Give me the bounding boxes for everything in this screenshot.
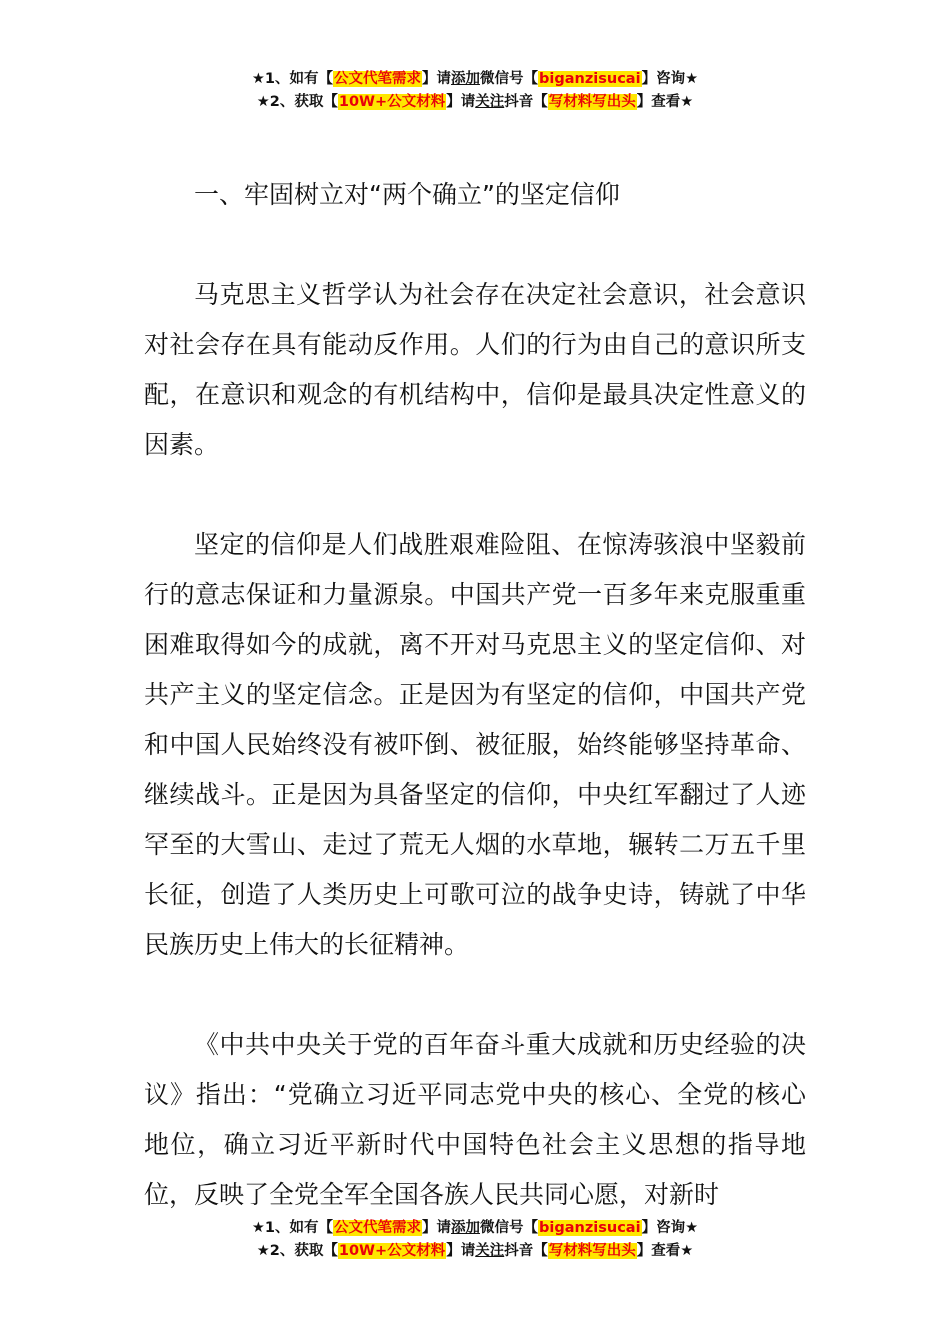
- footer-banner: [0, 1217, 950, 1263]
- banner-highlight: 写材料写出头: [548, 1243, 636, 1259]
- banner-highlight: 写材料写出头: [548, 94, 636, 110]
- banner-text: 微信号【: [480, 71, 539, 87]
- banner-text: 】请: [422, 71, 452, 87]
- banner-highlight: 10W+公文材料: [338, 94, 446, 110]
- banner-text: 】请: [446, 1243, 476, 1259]
- banner-highlight: 公文代笔需求: [334, 1220, 422, 1236]
- banner-text: 】请: [446, 94, 476, 110]
- banner-text: 抖音【: [504, 1243, 548, 1259]
- banner-text: ★1、如有【: [251, 1220, 334, 1236]
- banner-line-1: [0, 68, 950, 91]
- paragraph: 坚定的信仰是人们战胜艰难险阻、在惊涛骇浪中坚毅前行的意志保证和力量源泉。中国共产党一百多年来克服重重困难取得如今的成就，离不开对马克思主义的坚定信仰、对共产主义的坚定信念。正是因为有坚定的信仰，中国共产党和中国人民始终没有被吓倒、被征服，始终能够坚持革命、继续战斗。正是因为具备坚定的信仰，中央红军翻过了人迹罕至的大雪山、走过了荒无人烟的水草地，辗转二万五千里长征，创造了人类历史上可歌可泣的战争史诗，铸就了中华民族历史上伟大的长征精神。: [144, 530, 806, 959]
- document-body: [144, 170, 806, 1220]
- header-banner: [0, 68, 950, 114]
- banner-text: 】查看★: [636, 94, 694, 110]
- banner-highlight: 公文代笔需求: [334, 71, 422, 87]
- banner-highlight: biganzisucai: [539, 71, 641, 87]
- banner-highlight: 10W+公文材料: [338, 1243, 446, 1259]
- paragraph: 马克思主义哲学认为社会存在决定社会意识，社会意识对社会存在具有能动反作用。人们的行为由自己的意识所支配，在意识和观念的有机结构中，信仰是最具决定性意义的因素。: [144, 280, 806, 459]
- banner-text: 抖音【: [504, 94, 548, 110]
- banner-underlined: 关注: [475, 94, 505, 110]
- banner-text: ★2、获取【: [256, 1243, 338, 1259]
- banner-text: 微信号【: [480, 1220, 539, 1236]
- banner-text: 】咨询★: [641, 1220, 699, 1236]
- banner-highlight: biganzisucai: [539, 1220, 641, 1236]
- banner-text: ★2、获取【: [256, 94, 338, 110]
- banner-underlined: 关注: [475, 1243, 505, 1259]
- banner-line-2: [0, 1240, 950, 1263]
- banner-text: 】查看★: [636, 1243, 694, 1259]
- banner-text: 】咨询★: [641, 71, 699, 87]
- banner-text: 】请: [422, 1220, 452, 1236]
- banner-underlined: 添加: [451, 71, 481, 87]
- banner-line-1: [0, 1217, 950, 1240]
- banner-line-2: [0, 91, 950, 114]
- banner-text: ★1、如有【: [251, 71, 334, 87]
- section-heading: 一、牢固树立对“两个确立”的坚定信仰: [194, 180, 620, 209]
- paragraph: 《中共中央关于党的百年奋斗重大成就和历史经验的决议》指出：“党确立习近平同志党中央的核心、全党的核心地位，确立习近平新时代中国特色社会主义思想的指导地位，反映了全党全军全国各族人民共同心愿，对新时: [144, 1030, 806, 1209]
- banner-underlined: 添加: [451, 1220, 481, 1236]
